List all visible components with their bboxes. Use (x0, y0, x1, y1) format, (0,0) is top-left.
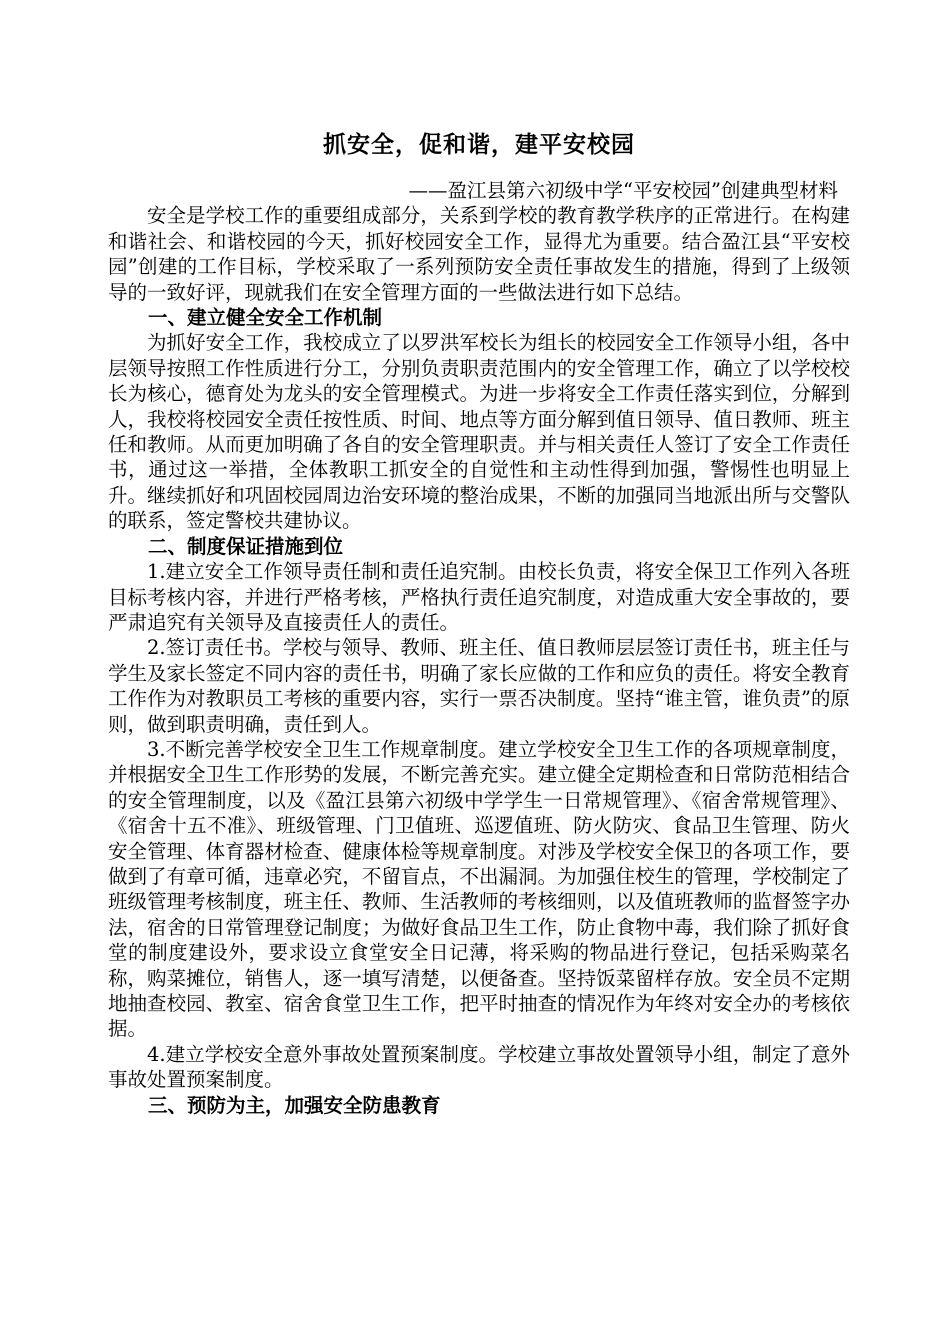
document-title: 抓安全，促和谐，建平安校园 (323, 132, 635, 158)
section-3-heading: 三、预防为主，加强安全防患教育 (148, 1093, 441, 1117)
section-1-paragraph: 为抓好安全工作，我校成立了以罗洪军校长为组长的校园安全工作领导小组，各中层领导按照工作性质进行分工，分别负责职责范围内的安全管理工作，确立了以学校校长为核心，德育处为龙头的安全管理模式。为进一步将安全工作责任落实到位，分解到人，我校将校园安全责任按性质、时间、地点等方面分解到值日领导、值日教师、班主任和教师。从而更加明确了各自的安全管理职责。并与相关责任人签订了安全工作责任书，通过这一举措，全体教职工抓安全的自觉性和主动性得到加强，警惕性也明显上升。继续抓好和巩固校园周边治安环境的整治成果，不断的加强同当地派出所与交警队的联系，签定警校共建协议。 (108, 331, 850, 533)
document-subtitle: ——盈江县第六初级中学“平安校园”创建典型材料 (408, 179, 838, 202)
section-1-heading: 一、建立健全安全工作机制 (148, 306, 383, 330)
intro-paragraph: 安全是学校工作的重要组成部分，关系到学校的教育教学秩序的正常进行。在构建和谐社会、和谐校园的今天，抓好校园安全工作，显得尤为重要。结合盈江县“平安校园”创建的工作目标，学校采取了一系列预防安全责任事故发生的措施，得到了上级领导的一致好评，现就我们在安全管理方面的一些做法进行如下总结。 (108, 204, 850, 304)
section-2-item-2: 2.签订责任书。学校与领导、教师、班主任、值日教师层层签订责任书，班主任与学生及家长签定不同内容的责任书，明确了家长应做的工作和应负的责任。将安全教育工作作为对教职员工考核的重要内容，实行一票否决制度。坚持“谁主管，谁负责”的原则，做到职责明确，责任到人。 (108, 636, 850, 736)
section-2-heading: 二、制度保证措施到位 (148, 534, 344, 558)
section-2-item-1: 1.建立安全工作领导责任制和责任追究制。由校长负责，将安全保卫工作列入各班目标考核内容，并进行严格考核，严格执行责任追究制度，对造成重大安全事故的，要严肃追究有关领导及直接责任人的责任。 (108, 560, 850, 634)
document-page (108, 130, 850, 1118)
section-2-item-3: 3.不断完善学校安全卫生工作规章制度。建立学校安全卫生工作的各项规章制度，并根据安全卫生工作形势的发展，不断完善充实。建立健全定期检查和日常防范相结合的安全管理制度，以及《盈江县第六初级中学学生一日常规管理》、《宿舍常规管理》、《宿舍十五不准》、班级管理、门卫值班、巡逻值班、防火防灾、食品卫生管理、防火安全管理、体育器材检查、健康体检等规章制度。对涉及学校安全保卫的各项工作，要做到了有章可循，违章必究，不留盲点，不出漏洞。为加强住校生的管理，学校制定了班级管理考核制度，班主任、教师、生活教师的考核细则，以及值班教师的监督签字办法，宿舍的日常管理登记制度；为做好食品卫生工作，防止食物中毒，我们除了抓好食堂的制度建设外，要求设立食堂安全日记薄，将采购的物品进行登记，包括采购菜名称，购菜摊位，销售人，逐一填写清楚，以便备查。坚持饭菜留样存放。安全员不定期地抽查校园、教室、宿舍食堂卫生工作，把平时抽查的情况作为年终对安全办的考核依据。 (108, 737, 850, 1041)
section-2-item-4: 4.建立学校安全意外事故处置预案制度。学校建立事故处置领导小组，制定了意外事故处置预案制度。 (108, 1042, 850, 1092)
